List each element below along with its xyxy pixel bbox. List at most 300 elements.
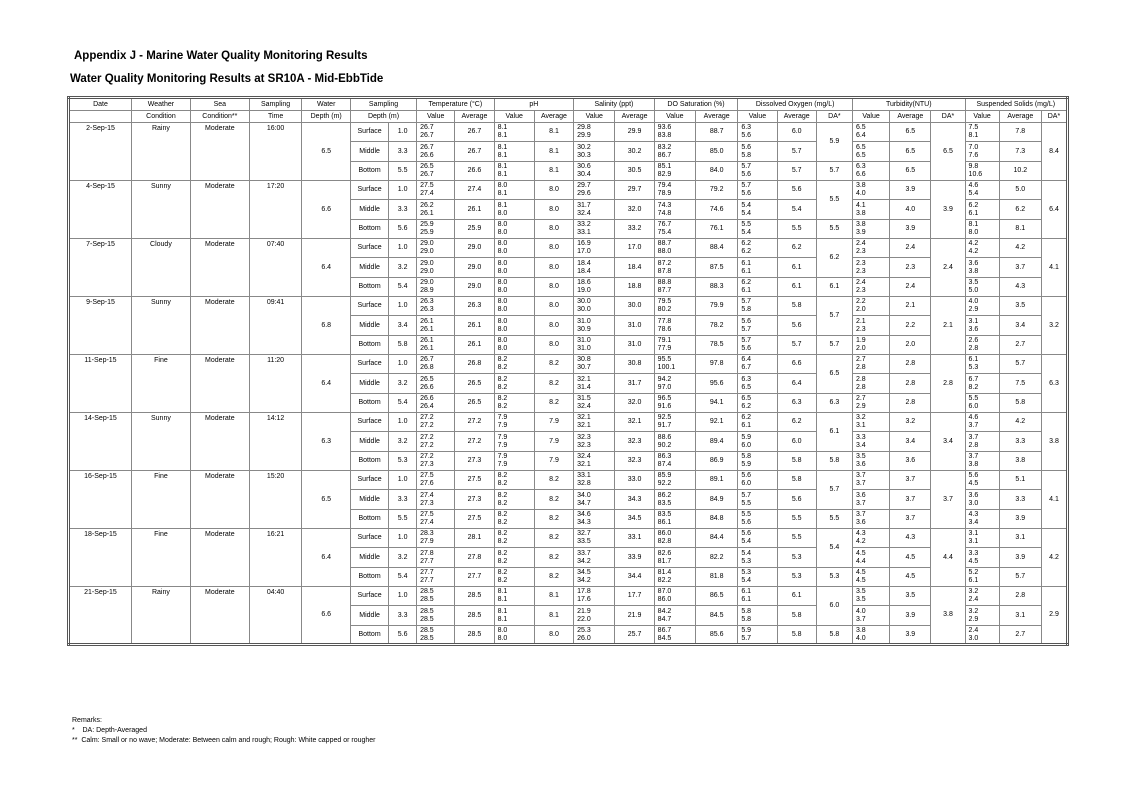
ph-value — [494, 297, 534, 316]
suspended-solids-average: 3.3 — [999, 432, 1041, 452]
turbidity-value — [852, 123, 889, 142]
dissolved-oxygen-value-reading: 5.5 — [741, 511, 752, 518]
do-saturation-average: 95.6 — [695, 374, 737, 394]
turbidity-value-reading: 3.7 — [855, 511, 866, 518]
dissolved-oxygen-average: 5.6 — [777, 490, 816, 510]
temperature-value — [417, 181, 455, 200]
dissolved-oxygen-average: 5.7 — [777, 142, 816, 162]
salinity-value-reading: 30.2 — [577, 143, 591, 151]
do-saturation-value — [654, 258, 695, 278]
dissolved-oxygen-value — [738, 258, 777, 278]
do-saturation-value-reading: 74.8 — [657, 209, 672, 217]
suspended-solids-value — [965, 587, 999, 606]
dissolved-oxygen-value-reading: 5.6 — [741, 190, 752, 197]
suspended-solids-da: 4.1 — [1041, 239, 1067, 297]
ph-value-reading: 7.9 — [497, 441, 508, 449]
salinity-average: 33.0 — [615, 471, 654, 490]
dissolved-oxygen-da: 5.7 — [816, 297, 852, 336]
temperature-average: 29.0 — [455, 278, 494, 297]
do-saturation-value — [654, 413, 695, 432]
do-saturation-average: 86.5 — [695, 587, 737, 606]
do-saturation-value-reading: 77.8 — [657, 317, 672, 325]
do-saturation-value-reading: 78.9 — [657, 190, 672, 197]
turbidity-average: 2.4 — [890, 239, 931, 258]
dissolved-oxygen-da: 5.5 — [816, 181, 852, 220]
temperature-average: 26.1 — [455, 316, 494, 336]
ph-value-reading: 8.2 — [497, 577, 508, 584]
dissolved-oxygen-average: 5.7 — [777, 336, 816, 355]
turbidity-value-reading: 6.5 — [855, 124, 866, 131]
salinity-value-reading: 33.2 — [577, 221, 591, 228]
dissolved-oxygen-value-reading: 5.9 — [741, 433, 752, 441]
do-saturation-value-reading: 74.3 — [657, 201, 672, 209]
suspended-solids-value — [965, 626, 999, 645]
salinity-value-reading: 32.1 — [577, 461, 591, 468]
table-row — [69, 297, 1068, 316]
remarks-title: Remarks: — [72, 717, 102, 724]
sampling-time-cell: 07:40 — [249, 239, 302, 297]
temperature-value-reading: 28.5 — [420, 615, 434, 623]
ph-value — [494, 606, 534, 626]
turbidity-value — [852, 374, 889, 394]
table-title: Water Quality Monitoring Results at SR10A - Mid-EbbTide — [70, 73, 384, 85]
table-row — [69, 471, 1068, 490]
turbidity-value — [852, 394, 889, 413]
do-saturation-value-reading: 86.7 — [657, 626, 672, 634]
ph-value — [494, 220, 534, 239]
turbidity-value-reading: 2.3 — [855, 325, 866, 333]
do-saturation-average: 89.4 — [695, 432, 737, 452]
temperature-value — [417, 374, 455, 394]
temperature-value — [417, 200, 455, 220]
salinity-value-reading: 30.0 — [577, 298, 591, 305]
suspended-solids-da: 6.3 — [1041, 355, 1067, 413]
salinity-value-reading: 32.1 — [577, 414, 591, 421]
do-saturation-value-reading: 86.0 — [657, 596, 672, 603]
dissolved-oxygen-value-reading: 5.4 — [741, 549, 752, 557]
ph-value-reading: 8.1 — [497, 124, 508, 131]
do-saturation-value-reading: 77.9 — [657, 345, 672, 352]
do-saturation-value-reading: 81.4 — [657, 569, 672, 576]
suspended-solids-value-reading: 2.6 — [968, 337, 979, 344]
ph-average: 8.0 — [534, 297, 573, 316]
temperature-value-reading: 29.0 — [420, 267, 434, 275]
table-row — [69, 587, 1068, 606]
sampling-depth-cell: 5.4 — [389, 278, 417, 297]
temperature-value-reading: 28.3 — [420, 530, 434, 537]
turbidity-value-reading: 4.1 — [855, 201, 866, 209]
suspended-solids-value-reading: 3.6 — [968, 325, 979, 333]
salinity-value — [574, 529, 615, 548]
do-saturation-average: 86.9 — [695, 452, 737, 471]
suspended-solids-average: 4.2 — [999, 413, 1041, 432]
salinity-value — [574, 239, 615, 258]
dissolved-oxygen-value-reading: 5.8 — [741, 607, 752, 615]
salinity-average: 31.0 — [615, 336, 654, 355]
turbidity-value-reading: 3.6 — [855, 519, 866, 526]
ph-value — [494, 490, 534, 510]
dissolved-oxygen-value-reading: 5.7 — [741, 337, 752, 344]
ph-average: 8.1 — [534, 123, 573, 142]
subcol-average: Average — [615, 111, 654, 123]
ph-average: 8.2 — [534, 548, 573, 568]
sea-condition-cell: Moderate — [190, 587, 249, 645]
turbidity-value-reading: 2.3 — [855, 259, 866, 267]
turbidity-average: 2.4 — [890, 278, 931, 297]
dissolved-oxygen-da: 6.1 — [816, 413, 852, 452]
temperature-value-reading: 28.5 — [420, 626, 434, 634]
turbidity-value — [852, 316, 889, 336]
sampling-time-cell: 04:40 — [249, 587, 302, 645]
dissolved-oxygen-value-reading: 6.2 — [741, 403, 752, 410]
temperature-value-reading: 28.5 — [420, 588, 434, 595]
subcol-da: DA* — [1041, 111, 1067, 123]
dissolved-oxygen-average: 5.4 — [777, 200, 816, 220]
suspended-solids-value-reading: 8.0 — [968, 229, 979, 236]
turbidity-value-reading: 3.8 — [855, 209, 866, 217]
suspended-solids-average: 7.5 — [999, 374, 1041, 394]
do-saturation-value-reading: 82.8 — [657, 538, 672, 545]
turbidity-value-reading: 3.8 — [855, 626, 866, 634]
ph-value-reading: 8.1 — [497, 151, 508, 159]
temperature-value-reading: 27.4 — [420, 491, 434, 499]
ph-value-reading: 8.2 — [497, 549, 508, 557]
suspended-solids-value — [965, 142, 999, 162]
temperature-average: 29.0 — [455, 239, 494, 258]
do-saturation-value-reading: 88.0 — [657, 248, 672, 255]
ph-value — [494, 123, 534, 142]
turbidity-value-reading: 3.8 — [855, 221, 866, 228]
salinity-value-reading: 30.4 — [577, 171, 591, 178]
ph-average: 8.0 — [534, 316, 573, 336]
remark-line: ** Calm: Small or no wave; Moderate: Between calm and rough; Rough: White capped or rougher — [72, 737, 376, 744]
turbidity-value-reading: 4.3 — [855, 530, 866, 537]
ph-value — [494, 548, 534, 568]
turbidity-da: 2.4 — [931, 239, 965, 297]
turbidity-value — [852, 162, 889, 181]
temperature-value-reading: 26.2 — [420, 201, 434, 209]
temperature-value — [417, 471, 455, 490]
salinity-average: 21.9 — [615, 606, 654, 626]
temperature-value — [417, 336, 455, 355]
do-saturation-average: 87.5 — [695, 258, 737, 278]
turbidity-average: 3.9 — [890, 220, 931, 239]
do-saturation-value-reading: 82.9 — [657, 171, 672, 178]
do-saturation-value-reading: 78.6 — [657, 325, 672, 333]
ph-value-reading: 8.0 — [497, 345, 508, 352]
suspended-solids-average: 3.1 — [999, 529, 1041, 548]
dissolved-oxygen-value — [738, 220, 777, 239]
salinity-value — [574, 142, 615, 162]
ph-average: 8.2 — [534, 355, 573, 374]
salinity-value — [574, 181, 615, 200]
turbidity-value-reading: 3.7 — [855, 615, 866, 623]
temperature-average: 27.8 — [455, 548, 494, 568]
ph-value — [494, 200, 534, 220]
dissolved-oxygen-value-reading: 6.0 — [741, 441, 752, 449]
suspended-solids-da: 6.4 — [1041, 181, 1067, 239]
turbidity-value — [852, 606, 889, 626]
turbidity-average: 3.9 — [890, 606, 931, 626]
sampling-level-cell: Middle — [350, 258, 388, 278]
sampling-depth-cell: 1.0 — [389, 587, 417, 606]
salinity-value — [574, 452, 615, 471]
dissolved-oxygen-average: 5.8 — [777, 297, 816, 316]
temperature-value-reading: 27.7 — [420, 577, 434, 584]
do-saturation-value — [654, 490, 695, 510]
turbidity-value — [852, 413, 889, 432]
temperature-value-reading: 26.7 — [420, 124, 434, 131]
suspended-solids-value-reading: 6.7 — [968, 375, 979, 383]
do-saturation-average: 88.4 — [695, 239, 737, 258]
turbidity-da: 3.7 — [931, 471, 965, 529]
dissolved-oxygen-da: 5.7 — [816, 162, 852, 181]
turbidity-average: 2.8 — [890, 355, 931, 374]
subcol-value: Value — [494, 111, 534, 123]
remarks — [72, 716, 376, 746]
weather-cell: Sunny — [132, 181, 191, 239]
suspended-solids-value — [965, 394, 999, 413]
salinity-value-reading: 30.9 — [577, 325, 591, 333]
temperature-value-reading: 26.1 — [420, 317, 434, 325]
ph-value — [494, 336, 534, 355]
sampling-depth-cell: 5.4 — [389, 568, 417, 587]
temperature-value — [417, 510, 455, 529]
suspended-solids-value-reading: 5.4 — [968, 190, 979, 197]
do-saturation-value-reading: 92.2 — [657, 480, 672, 487]
dissolved-oxygen-average: 5.3 — [777, 548, 816, 568]
do-saturation-average: 82.2 — [695, 548, 737, 568]
turbidity-value-reading: 4.0 — [855, 190, 866, 197]
temperature-average: 27.2 — [455, 413, 494, 432]
dissolved-oxygen-average: 5.8 — [777, 606, 816, 626]
do-saturation-value-reading: 82.2 — [657, 577, 672, 584]
dissolved-oxygen-value-reading: 6.2 — [741, 279, 752, 286]
suspended-solids-value-reading: 8.1 — [968, 132, 979, 139]
weather-cell: Fine — [132, 355, 191, 413]
suspended-solids-value-reading: 3.7 — [968, 453, 979, 460]
salinity-value-reading: 29.7 — [577, 182, 591, 189]
dissolved-oxygen-average: 5.5 — [777, 529, 816, 548]
sampling-level-cell: Surface — [350, 587, 388, 606]
temperature-average: 27.3 — [455, 490, 494, 510]
turbidity-da: 2.1 — [931, 297, 965, 355]
temperature-average: 28.5 — [455, 587, 494, 606]
suspended-solids-value — [965, 239, 999, 258]
sampling-level-cell: Middle — [350, 606, 388, 626]
sampling-level-cell: Bottom — [350, 220, 388, 239]
col-water: Water — [302, 98, 351, 111]
turbidity-da: 2.8 — [931, 355, 965, 413]
salinity-value-reading: 32.3 — [577, 433, 591, 441]
dissolved-oxygen-da: 5.4 — [816, 529, 852, 568]
ph-value — [494, 258, 534, 278]
sampling-level-cell: Bottom — [350, 568, 388, 587]
suspended-solids-value-reading: 4.5 — [968, 480, 979, 487]
sampling-time-cell: 17:20 — [249, 181, 302, 239]
col-turbidity: Turbidity(NTU) — [852, 98, 965, 111]
sea-condition-cell: Moderate — [190, 123, 249, 181]
sampling-time-cell: 16:21 — [249, 529, 302, 587]
turbidity-value-reading: 3.7 — [855, 480, 866, 487]
ph-value-reading: 8.2 — [497, 480, 508, 487]
weather-cell: Rainy — [132, 123, 191, 181]
dissolved-oxygen-value-reading: 6.7 — [741, 364, 752, 371]
ph-average: 8.2 — [534, 394, 573, 413]
turbidity-average: 6.5 — [890, 123, 931, 142]
salinity-value — [574, 162, 615, 181]
temperature-value-reading: 26.7 — [420, 356, 434, 363]
ph-value — [494, 626, 534, 645]
suspended-solids-average: 5.8 — [999, 394, 1041, 413]
ph-value-reading: 8.0 — [497, 626, 508, 634]
suspended-solids-value-reading: 2.9 — [968, 306, 979, 313]
do-saturation-value-reading: 97.0 — [657, 383, 672, 391]
do-saturation-value-reading: 86.3 — [657, 453, 672, 460]
ph-value-reading: 8.2 — [497, 403, 508, 410]
temperature-value-reading: 27.2 — [420, 441, 434, 449]
dissolved-oxygen-value-reading: 6.1 — [741, 267, 752, 275]
turbidity-value-reading: 6.5 — [855, 143, 866, 151]
table-row — [69, 239, 1068, 258]
sampling-level-cell: Surface — [350, 355, 388, 374]
water-depth-cell: 6.5 — [302, 123, 351, 181]
dissolved-oxygen-value-reading: 6.5 — [741, 395, 752, 402]
temperature-average: 26.5 — [455, 394, 494, 413]
salinity-value — [574, 374, 615, 394]
salinity-value — [574, 626, 615, 645]
ph-value-reading: 8.1 — [497, 201, 508, 209]
do-saturation-average: 78.2 — [695, 316, 737, 336]
dissolved-oxygen-average: 6.1 — [777, 278, 816, 297]
temperature-value-reading: 25.9 — [420, 221, 434, 228]
do-saturation-average: 76.1 — [695, 220, 737, 239]
turbidity-value-reading: 3.2 — [855, 414, 866, 421]
salinity-value-reading: 18.4 — [577, 267, 591, 275]
turbidity-value-reading: 4.0 — [855, 634, 866, 642]
temperature-value-reading: 27.2 — [420, 422, 434, 429]
turbidity-value-reading: 4.0 — [855, 607, 866, 615]
do-saturation-average: 89.1 — [695, 471, 737, 490]
do-saturation-value-reading: 88.6 — [657, 433, 672, 441]
salinity-average: 31.7 — [615, 374, 654, 394]
salinity-average: 17.0 — [615, 239, 654, 258]
sea-condition-cell: Moderate — [190, 413, 249, 471]
suspended-solids-da: 2.9 — [1041, 587, 1067, 645]
sampling-level-cell: Surface — [350, 529, 388, 548]
temperature-value-reading: 27.4 — [420, 190, 434, 197]
ph-average: 7.9 — [534, 452, 573, 471]
ph-value-reading: 8.2 — [497, 375, 508, 383]
salinity-value-reading: 31.4 — [577, 383, 591, 391]
dissolved-oxygen-average: 5.5 — [777, 220, 816, 239]
dissolved-oxygen-da: 6.2 — [816, 239, 852, 278]
salinity-value-reading: 31.0 — [577, 337, 591, 344]
temperature-value-reading: 27.5 — [420, 182, 434, 189]
turbidity-value — [852, 452, 889, 471]
ph-value-reading: 8.1 — [497, 596, 508, 603]
do-saturation-average: 85.6 — [695, 626, 737, 645]
temperature-average: 26.3 — [455, 297, 494, 316]
salinity-value — [574, 548, 615, 568]
do-saturation-value-reading: 83.5 — [657, 499, 672, 507]
ph-average: 8.0 — [534, 220, 573, 239]
temperature-value-reading: 26.7 — [420, 171, 434, 178]
dissolved-oxygen-da: 5.9 — [816, 123, 852, 162]
suspended-solids-average: 10.2 — [999, 162, 1041, 181]
suspended-solids-value-reading: 4.5 — [968, 557, 979, 565]
salinity-value-reading: 32.1 — [577, 375, 591, 383]
salinity-value-reading: 17.6 — [577, 596, 591, 603]
suspended-solids-average: 3.9 — [999, 548, 1041, 568]
sampling-depth-cell: 5.5 — [389, 510, 417, 529]
ph-value — [494, 355, 534, 374]
salinity-value-reading: 31.7 — [577, 201, 591, 209]
table-row — [69, 123, 1068, 142]
ph-value — [494, 142, 534, 162]
sampling-depth-cell: 1.0 — [389, 471, 417, 490]
water-quality-table — [67, 96, 1069, 646]
turbidity-value — [852, 471, 889, 490]
sampling-time-cell: 14:12 — [249, 413, 302, 471]
suspended-solids-value-reading: 6.1 — [968, 577, 979, 584]
salinity-value-reading: 34.3 — [577, 519, 591, 526]
suspended-solids-value-reading: 6.0 — [968, 403, 979, 410]
turbidity-value-reading: 3.3 — [855, 433, 866, 441]
dissolved-oxygen-value — [738, 548, 777, 568]
salinity-value — [574, 258, 615, 278]
do-saturation-value — [654, 587, 695, 606]
dissolved-oxygen-average: 5.6 — [777, 316, 816, 336]
suspended-solids-value-reading: 10.6 — [968, 171, 983, 178]
salinity-value-reading: 34.7 — [577, 499, 591, 507]
suspended-solids-value-reading: 3.2 — [968, 607, 979, 615]
turbidity-value — [852, 278, 889, 297]
dissolved-oxygen-average: 5.3 — [777, 568, 816, 587]
suspended-solids-value-reading: 9.8 — [968, 163, 979, 170]
do-saturation-average: 79.2 — [695, 181, 737, 200]
sampling-depth-cell: 5.6 — [389, 220, 417, 239]
suspended-solids-average: 5.7 — [999, 568, 1041, 587]
col-sea: Sea — [190, 98, 249, 111]
dissolved-oxygen-average: 5.8 — [777, 471, 816, 490]
subcol-average: Average — [999, 111, 1041, 123]
temperature-value — [417, 626, 455, 645]
water-depth-cell: 6.6 — [302, 587, 351, 645]
ph-value-reading: 8.2 — [497, 557, 508, 565]
salinity-value — [574, 123, 615, 142]
do-saturation-value-reading: 91.6 — [657, 403, 672, 410]
temperature-value — [417, 452, 455, 471]
temperature-average: 26.6 — [455, 162, 494, 181]
do-saturation-average: 92.1 — [695, 413, 737, 432]
suspended-solids-value-reading: 3.2 — [968, 588, 979, 595]
salinity-value — [574, 606, 615, 626]
temperature-average: 27.7 — [455, 568, 494, 587]
do-saturation-value-reading: 88.7 — [657, 240, 672, 247]
dissolved-oxygen-value — [738, 123, 777, 142]
water-depth-cell: 6.6 — [302, 181, 351, 239]
turbidity-da: 3.9 — [931, 181, 965, 239]
turbidity-value-reading: 4.4 — [855, 557, 866, 565]
suspended-solids-value-reading: 5.5 — [968, 395, 979, 402]
temperature-average: 27.2 — [455, 432, 494, 452]
suspended-solids-value — [965, 278, 999, 297]
temperature-value-reading: 26.3 — [420, 306, 434, 313]
salinity-value-reading: 33.7 — [577, 549, 591, 557]
sea-condition-cell: Moderate — [190, 181, 249, 239]
salinity-value-reading: 29.8 — [577, 124, 591, 131]
